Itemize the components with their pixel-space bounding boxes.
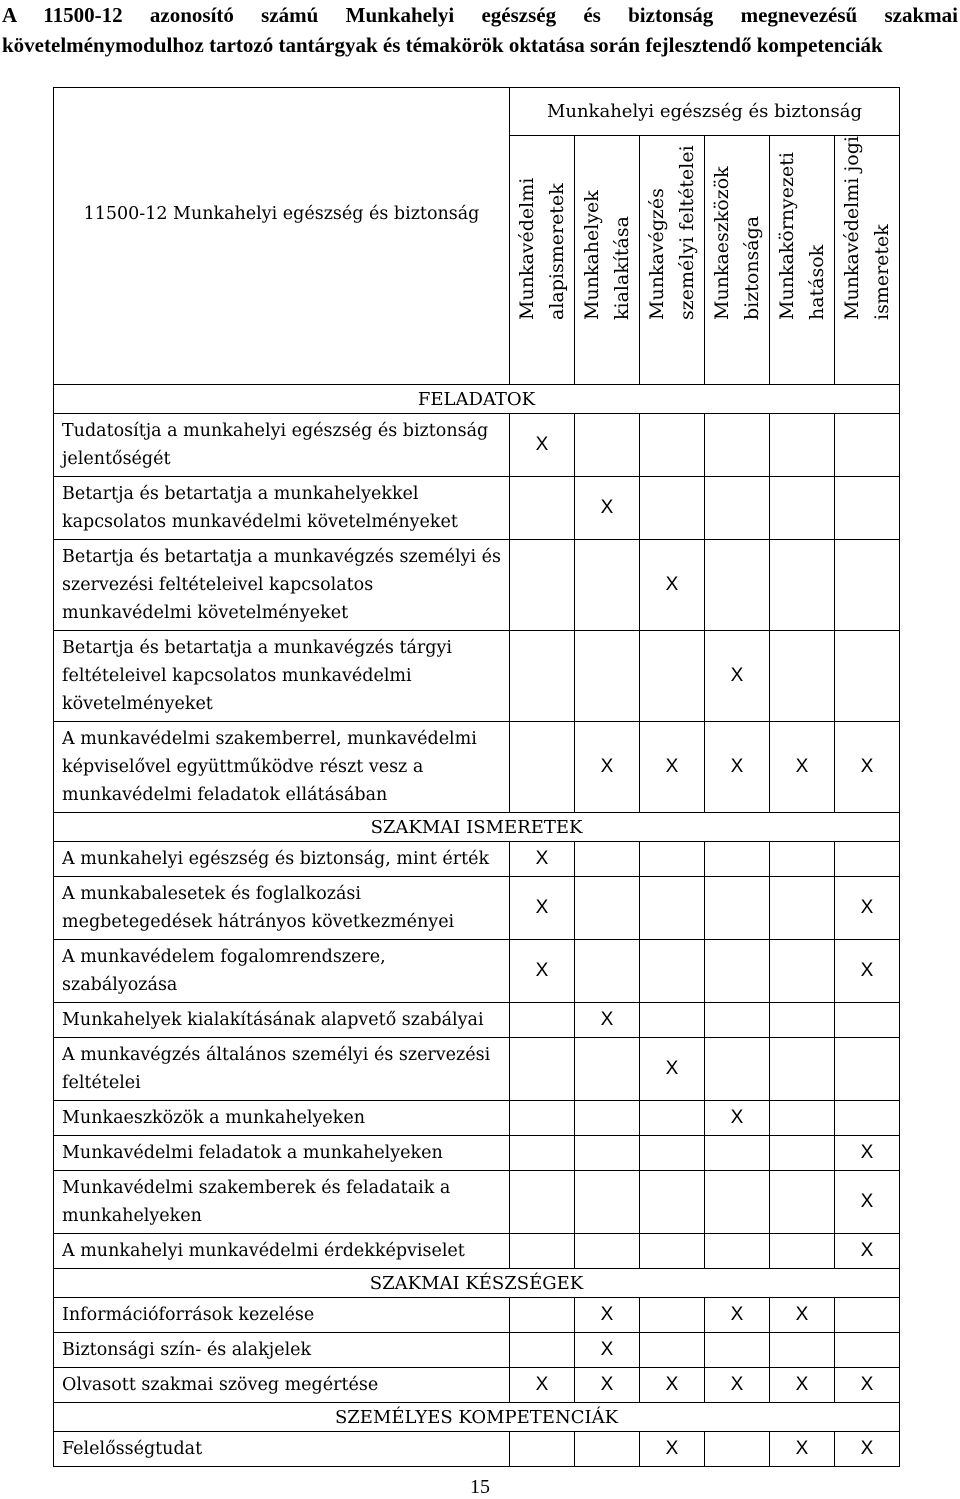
- mark-cell: [705, 1136, 770, 1171]
- row-label: Munkavédelmi feladatok a munkahelyeken: [54, 1136, 510, 1171]
- column-header-line: kialakítása: [611, 216, 633, 320]
- mark-cell: [835, 1038, 900, 1101]
- mark-cell: X: [510, 940, 575, 1003]
- row-label: Tudatosítja a munkahelyi egészség és biztonság jelentőségét: [54, 414, 510, 477]
- mark-cell: [575, 1171, 640, 1234]
- mark-cell: [640, 631, 705, 722]
- mark-cell: [510, 1003, 575, 1038]
- mark-cell: X: [640, 540, 705, 631]
- mark-cell: [510, 1234, 575, 1269]
- module-title: 11500-12 Munkahelyi egészség és biztonság: [54, 136, 510, 385]
- table-row: [54, 1298, 900, 1333]
- table-row: [54, 1136, 900, 1171]
- mark-cell: X: [705, 1101, 770, 1136]
- mark-cell: [770, 1234, 835, 1269]
- column-header-1: [575, 136, 640, 385]
- column-header-3: [705, 136, 770, 385]
- mark-cell: [640, 877, 705, 940]
- mark-cell: X: [770, 1298, 835, 1333]
- mark-cell: [835, 631, 900, 722]
- mark-cell: X: [835, 1368, 900, 1403]
- mark-cell: [835, 1003, 900, 1038]
- group-header: Munkahelyi egészség és biztonság: [510, 88, 900, 136]
- mark-cell: [575, 1101, 640, 1136]
- mark-cell: [640, 1333, 705, 1368]
- table-row: [54, 1171, 900, 1234]
- column-header-line: ismeretek: [871, 224, 893, 320]
- column-header-line: alapismeretek: [546, 183, 568, 320]
- table-row: [54, 1368, 900, 1403]
- mark-cell: X: [705, 1298, 770, 1333]
- mark-cell: [575, 877, 640, 940]
- mark-cell: [510, 1101, 575, 1136]
- section-title: SZAKMAI ISMERETEK: [54, 813, 900, 842]
- mark-cell: X: [835, 940, 900, 1003]
- mark-cell: [640, 940, 705, 1003]
- column-header-line: Munkavégzés: [646, 188, 668, 320]
- mark-cell: [510, 1432, 575, 1467]
- mark-cell: [770, 842, 835, 877]
- page-heading: A 11500-12 azonosító számú Munkahelyi egészség és biztonság megnevezésű szakmai követelménymodulhoz tartozó tantárgyak és témakörök oktatása során fejlesztendő kompetenciák: [2, 3, 958, 57]
- row-label: Betartja és betartatja a munkavégzés tárgyi feltételeivel kapcsolatos munkavédelmi követelményeket: [54, 631, 510, 722]
- table-row: [54, 631, 900, 722]
- mark-cell: [770, 1003, 835, 1038]
- section-header-row: [54, 813, 900, 842]
- mark-cell: X: [835, 722, 900, 813]
- column-header-2: [640, 136, 705, 385]
- column-header-5: [835, 136, 900, 385]
- column-header-0: [510, 136, 575, 385]
- row-label: A munkahelyi munkavédelmi érdekképviselet: [54, 1234, 510, 1269]
- mark-cell: [510, 1136, 575, 1171]
- mark-cell: X: [510, 877, 575, 940]
- mark-cell: [835, 842, 900, 877]
- row-label: Olvasott szakmai szöveg megértése: [54, 1368, 510, 1403]
- mark-cell: [770, 414, 835, 477]
- mark-cell: [835, 1333, 900, 1368]
- mark-cell: [640, 1298, 705, 1333]
- column-header-line: Munkaeszközök: [711, 166, 733, 320]
- mark-cell: [705, 414, 770, 477]
- corner-blank-cell: [54, 88, 510, 136]
- mark-cell: X: [510, 842, 575, 877]
- mark-cell: [705, 1171, 770, 1234]
- column-header-line: Munkavédelmi: [516, 177, 538, 320]
- mark-cell: X: [835, 1234, 900, 1269]
- mark-cell: [575, 631, 640, 722]
- mark-cell: [510, 722, 575, 813]
- mark-cell: [575, 414, 640, 477]
- mark-cell: [835, 477, 900, 540]
- mark-cell: [770, 940, 835, 1003]
- mark-cell: [640, 1171, 705, 1234]
- mark-cell: [705, 940, 770, 1003]
- table-row: [54, 877, 900, 940]
- row-label: Betartja és betartatja a munkavégzés személyi és szervezési feltételeivel kapcsolatos munkavédelmi követelményeket: [54, 540, 510, 631]
- mark-cell: [705, 877, 770, 940]
- mark-cell: X: [770, 1368, 835, 1403]
- mark-cell: [575, 1234, 640, 1269]
- competency-table: [53, 87, 900, 1467]
- mark-cell: X: [835, 1171, 900, 1234]
- mark-cell: [770, 1333, 835, 1368]
- row-label: Felelősségtudat: [54, 1432, 510, 1467]
- section-title: FELADATOK: [54, 385, 900, 414]
- mark-cell: X: [575, 1298, 640, 1333]
- row-label: Betartja és betartatja a munkahelyekkel kapcsolatos munkavédelmi követelményeket: [54, 477, 510, 540]
- row-label: Munkahelyek kialakításának alapvető szabályai: [54, 1003, 510, 1038]
- mark-cell: X: [575, 477, 640, 540]
- column-header-line: Munkakörnyezeti: [776, 152, 798, 320]
- mark-cell: X: [640, 1038, 705, 1101]
- mark-cell: [770, 1038, 835, 1101]
- mark-cell: [705, 540, 770, 631]
- mark-cell: [770, 631, 835, 722]
- row-label: A munkahelyi egészség és biztonság, mint érték: [54, 842, 510, 877]
- mark-cell: [770, 1171, 835, 1234]
- column-header-line: hatások: [806, 244, 828, 320]
- mark-cell: X: [835, 1136, 900, 1171]
- mark-cell: X: [770, 722, 835, 813]
- mark-cell: X: [510, 1368, 575, 1403]
- mark-cell: [510, 1333, 575, 1368]
- table-row: [54, 1234, 900, 1269]
- mark-cell: [770, 1101, 835, 1136]
- mark-cell: X: [835, 1432, 900, 1467]
- mark-cell: [575, 842, 640, 877]
- table-row: [54, 722, 900, 813]
- mark-cell: [575, 1432, 640, 1467]
- table-row: [54, 1038, 900, 1101]
- table-row: [54, 1101, 900, 1136]
- table-row: [54, 540, 900, 631]
- mark-cell: [705, 1333, 770, 1368]
- section-header-row: [54, 1403, 900, 1432]
- table-row: [54, 842, 900, 877]
- mark-cell: [705, 477, 770, 540]
- table-row: [54, 1432, 900, 1467]
- row-label: A munkavégzés általános személyi és szervezési feltételei: [54, 1038, 510, 1101]
- mark-cell: [705, 1234, 770, 1269]
- row-label: Információforrások kezelése: [54, 1298, 510, 1333]
- mark-cell: [705, 842, 770, 877]
- row-label: A munkabalesetek és foglalkozási megbetegedések hátrányos következményei: [54, 877, 510, 940]
- mark-cell: X: [640, 1432, 705, 1467]
- table-row: [54, 940, 900, 1003]
- mark-cell: [640, 1136, 705, 1171]
- row-label: A munkavédelem fogalomrendszere, szabályozása: [54, 940, 510, 1003]
- section-title: SZEMÉLYES KOMPETENCIÁK: [54, 1403, 900, 1432]
- section-title: SZAKMAI KÉSZSÉGEK: [54, 1269, 900, 1298]
- column-header-line: Munkavédelmi jogi: [841, 136, 863, 320]
- mark-cell: [575, 940, 640, 1003]
- table-row: [54, 1333, 900, 1368]
- column-header-line: biztonsága: [741, 215, 763, 320]
- mark-cell: [835, 1101, 900, 1136]
- mark-cell: [705, 1003, 770, 1038]
- mark-cell: [510, 1038, 575, 1101]
- mark-cell: [640, 1234, 705, 1269]
- mark-cell: [640, 842, 705, 877]
- table-row: [54, 1003, 900, 1038]
- mark-cell: X: [575, 1368, 640, 1403]
- section-header-row: [54, 385, 900, 414]
- mark-cell: [510, 477, 575, 540]
- mark-cell: [770, 477, 835, 540]
- mark-cell: X: [640, 1368, 705, 1403]
- mark-cell: [640, 414, 705, 477]
- mark-cell: [770, 877, 835, 940]
- mark-cell: X: [640, 722, 705, 813]
- table-row: [54, 477, 900, 540]
- mark-cell: [575, 540, 640, 631]
- mark-cell: X: [705, 1368, 770, 1403]
- mark-cell: [835, 540, 900, 631]
- mark-cell: [510, 540, 575, 631]
- mark-cell: [575, 1038, 640, 1101]
- page-number: 15: [470, 1476, 490, 1498]
- mark-cell: [705, 1038, 770, 1101]
- mark-cell: [770, 1136, 835, 1171]
- mark-cell: [510, 1298, 575, 1333]
- mark-cell: X: [705, 631, 770, 722]
- mark-cell: X: [575, 1003, 640, 1038]
- section-header-row: [54, 1269, 900, 1298]
- mark-cell: [640, 477, 705, 540]
- row-label: Biztonsági szín- és alakjelek: [54, 1333, 510, 1368]
- mark-cell: [575, 1136, 640, 1171]
- mark-cell: X: [705, 722, 770, 813]
- mark-cell: [510, 631, 575, 722]
- row-label: Munkaeszközök a munkahelyeken: [54, 1101, 510, 1136]
- row-label: Munkavédelmi szakemberek és feladataik a munkahelyeken: [54, 1171, 510, 1234]
- mark-cell: [640, 1003, 705, 1038]
- column-header-line: személyi feltételei: [676, 145, 698, 320]
- column-header-line: Munkahelyek: [581, 190, 603, 320]
- column-header-4: [770, 136, 835, 385]
- mark-cell: [835, 414, 900, 477]
- mark-cell: [835, 1298, 900, 1333]
- mark-cell: [770, 540, 835, 631]
- mark-cell: [640, 1101, 705, 1136]
- mark-cell: X: [770, 1432, 835, 1467]
- mark-cell: X: [575, 1333, 640, 1368]
- table-row: [54, 414, 900, 477]
- mark-cell: [510, 1171, 575, 1234]
- row-label: A munkavédelmi szakemberrel, munkavédelmi képviselővel együttműködve részt vesz a munkavédelmi feladatok ellátásában: [54, 722, 510, 813]
- mark-cell: X: [835, 877, 900, 940]
- mark-cell: X: [575, 722, 640, 813]
- mark-cell: [705, 1432, 770, 1467]
- mark-cell: X: [510, 414, 575, 477]
